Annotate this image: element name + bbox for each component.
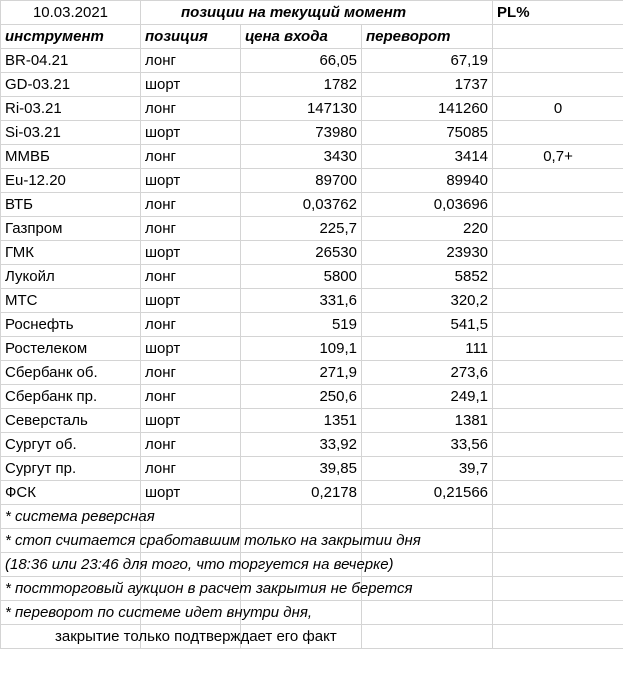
instrument-cell[interactable]: Северсталь (1, 409, 141, 433)
entry-price-cell[interactable]: 26530 (241, 241, 362, 265)
entry-price-header-cell[interactable]: цена входа (241, 25, 362, 49)
instrument-cell[interactable]: Ri-03.21 (1, 97, 141, 121)
pl-cell[interactable] (493, 241, 623, 265)
pl-cell[interactable] (493, 193, 623, 217)
reversal-cell[interactable]: 5852 (362, 265, 493, 289)
note-row (1, 601, 623, 625)
position-cell[interactable]: шорт (141, 241, 241, 265)
table-row (1, 97, 623, 121)
empty-cell[interactable] (362, 625, 493, 649)
position-cell[interactable]: шорт (141, 121, 241, 145)
pl-header-cell[interactable]: PL% (493, 1, 623, 25)
pl-cell[interactable] (493, 409, 623, 433)
empty-cell[interactable] (362, 601, 493, 625)
entry-price-cell[interactable]: 225,7 (241, 217, 362, 241)
instrument-cell[interactable]: Сургут об. (1, 433, 141, 457)
entry-price-cell[interactable]: 0,2178 (241, 481, 362, 505)
note-cell[interactable]: закрытие только подтверждает его факт (1, 625, 141, 649)
entry-price-cell[interactable]: 66,05 (241, 49, 362, 73)
reversal-cell[interactable]: 0,03696 (362, 193, 493, 217)
pl-cell[interactable] (493, 481, 623, 505)
position-cell[interactable]: лонг (141, 433, 241, 457)
empty-cell[interactable] (493, 529, 623, 553)
empty-cell[interactable] (141, 505, 241, 529)
empty-cell[interactable] (493, 505, 623, 529)
entry-price-cell[interactable]: 73980 (241, 121, 362, 145)
empty-cell[interactable] (362, 505, 493, 529)
position-cell[interactable]: лонг (141, 361, 241, 385)
instrument-cell[interactable]: ФСК (1, 481, 141, 505)
reversal-cell[interactable]: 1381 (362, 409, 493, 433)
pl-cell[interactable] (493, 385, 623, 409)
date-cell[interactable]: 10.03.2021 (1, 1, 141, 25)
title-cell[interactable]: позиции на текущий момент (141, 1, 493, 25)
pl-cell[interactable] (493, 217, 623, 241)
instrument-cell[interactable]: ВТБ (1, 193, 141, 217)
entry-price-cell[interactable]: 89700 (241, 169, 362, 193)
instrument-cell[interactable]: Eu-12.20 (1, 169, 141, 193)
entry-price-cell[interactable]: 147130 (241, 97, 362, 121)
reversal-cell[interactable]: 111 (362, 337, 493, 361)
note-cell[interactable]: * переворот по системе идет внутри дня, (1, 601, 141, 625)
instrument-cell[interactable]: GD-03.21 (1, 73, 141, 97)
position-cell[interactable]: лонг (141, 313, 241, 337)
pl-cell[interactable] (493, 433, 623, 457)
table-row (1, 145, 623, 169)
position-cell[interactable]: лонг (141, 193, 241, 217)
table-row (1, 217, 623, 241)
reversal-cell[interactable]: 0,21566 (362, 481, 493, 505)
reversal-cell[interactable]: 320,2 (362, 289, 493, 313)
position-cell[interactable]: лонг (141, 145, 241, 169)
table-row (1, 385, 623, 409)
reversal-cell[interactable]: 33,56 (362, 433, 493, 457)
position-cell[interactable]: лонг (141, 385, 241, 409)
reversal-cell[interactable]: 89940 (362, 169, 493, 193)
instrument-cell[interactable]: Si-03.21 (1, 121, 141, 145)
reversal-cell[interactable]: 220 (362, 217, 493, 241)
entry-price-cell[interactable]: 271,9 (241, 361, 362, 385)
entry-price-cell[interactable]: 1782 (241, 73, 362, 97)
instrument-cell[interactable]: Лукойл (1, 265, 141, 289)
table-row (1, 361, 623, 385)
instrument-cell[interactable]: ММВБ (1, 145, 141, 169)
table-row (1, 457, 623, 481)
entry-price-cell[interactable]: 1351 (241, 409, 362, 433)
reversal-cell[interactable]: 141260 (362, 97, 493, 121)
entry-price-cell[interactable]: 5800 (241, 265, 362, 289)
instrument-header-cell[interactable]: инструмент (1, 25, 141, 49)
reversal-cell[interactable]: 67,19 (362, 49, 493, 73)
table-row (1, 73, 623, 97)
position-cell[interactable]: шорт (141, 409, 241, 433)
table-row (1, 121, 623, 145)
pl-cell[interactable]: 0,7+ (493, 145, 623, 169)
note-row (1, 529, 623, 553)
instrument-cell[interactable]: МТС (1, 289, 141, 313)
table-row (1, 337, 623, 361)
empty-cell[interactable] (493, 601, 623, 625)
reversal-cell[interactable]: 39,7 (362, 457, 493, 481)
pl-cell[interactable] (493, 289, 623, 313)
table-row (1, 241, 623, 265)
header-row (1, 1, 623, 25)
instrument-cell[interactable]: ГМК (1, 241, 141, 265)
entry-price-cell[interactable]: 33,92 (241, 433, 362, 457)
position-cell[interactable]: лонг (141, 265, 241, 289)
pl-cell[interactable] (493, 265, 623, 289)
empty-cell[interactable] (493, 553, 623, 577)
note-cell[interactable]: (18:36 или 23:46 для того, что торгуется на вечерке) (1, 553, 141, 577)
note-row (1, 625, 623, 649)
pl-cell[interactable] (493, 169, 623, 193)
position-header-cell[interactable]: позиция (141, 25, 241, 49)
note-cell[interactable]: * система реверсная (1, 505, 141, 529)
reversal-cell[interactable]: 273,6 (362, 361, 493, 385)
position-cell[interactable]: лонг (141, 97, 241, 121)
pl-cell[interactable] (493, 73, 623, 97)
reversal-cell[interactable]: 541,5 (362, 313, 493, 337)
instrument-cell[interactable]: Роснефть (1, 313, 141, 337)
position-cell[interactable]: шорт (141, 481, 241, 505)
pl-cell[interactable] (493, 337, 623, 361)
table-row (1, 265, 623, 289)
reversal-cell[interactable]: 1737 (362, 73, 493, 97)
note-cell[interactable]: * постторговый аукцион в расчет закрытия не берется (1, 577, 141, 601)
reversal-cell[interactable]: 3414 (362, 145, 493, 169)
entry-price-cell[interactable]: 519 (241, 313, 362, 337)
note-row (1, 553, 623, 577)
position-cell[interactable]: шорт (141, 289, 241, 313)
table-row (1, 433, 623, 457)
entry-price-cell[interactable]: 3430 (241, 145, 362, 169)
empty-cell[interactable] (241, 505, 362, 529)
instrument-cell[interactable]: Газпром (1, 217, 141, 241)
instrument-cell[interactable]: Сбербанк пр. (1, 385, 141, 409)
reversal-cell[interactable]: 249,1 (362, 385, 493, 409)
instrument-cell[interactable]: Сбербанк об. (1, 361, 141, 385)
empty-cell[interactable] (493, 625, 623, 649)
entry-price-cell[interactable]: 250,6 (241, 385, 362, 409)
reversal-header-cell[interactable]: переворот (362, 25, 493, 49)
table-row (1, 169, 623, 193)
pl-cell[interactable] (493, 49, 623, 73)
table-row (1, 289, 623, 313)
reversal-cell[interactable]: 23930 (362, 241, 493, 265)
column-header-row (1, 25, 623, 49)
instrument-cell[interactable]: BR-04.21 (1, 49, 141, 73)
position-cell[interactable]: шорт (141, 337, 241, 361)
position-cell[interactable]: шорт (141, 169, 241, 193)
note-cell[interactable]: * стоп считается сработавшим только на закрытии дня (1, 529, 141, 553)
instrument-cell[interactable]: Ростелеком (1, 337, 141, 361)
table-row (1, 409, 623, 433)
entry-price-cell[interactable]: 331,6 (241, 289, 362, 313)
reversal-cell[interactable]: 75085 (362, 121, 493, 145)
empty-cell[interactable] (493, 577, 623, 601)
position-cell[interactable]: шорт (141, 73, 241, 97)
table-row (1, 49, 623, 73)
table-row (1, 313, 623, 337)
position-cell[interactable]: лонг (141, 217, 241, 241)
table-row (1, 481, 623, 505)
entry-price-cell[interactable]: 109,1 (241, 337, 362, 361)
pl-cell[interactable] (493, 121, 623, 145)
pl-cell[interactable] (493, 313, 623, 337)
pl-cell[interactable] (493, 457, 623, 481)
pl-cell[interactable] (493, 361, 623, 385)
position-cell[interactable]: лонг (141, 49, 241, 73)
position-cell[interactable]: лонг (141, 457, 241, 481)
instrument-cell[interactable]: Сургут пр. (1, 457, 141, 481)
empty-cell[interactable] (493, 25, 623, 49)
entry-price-cell[interactable]: 39,85 (241, 457, 362, 481)
pl-cell[interactable]: 0 (493, 97, 623, 121)
note-row (1, 577, 623, 601)
entry-price-cell[interactable]: 0,03762 (241, 193, 362, 217)
note-row (1, 505, 623, 529)
table-row (1, 193, 623, 217)
